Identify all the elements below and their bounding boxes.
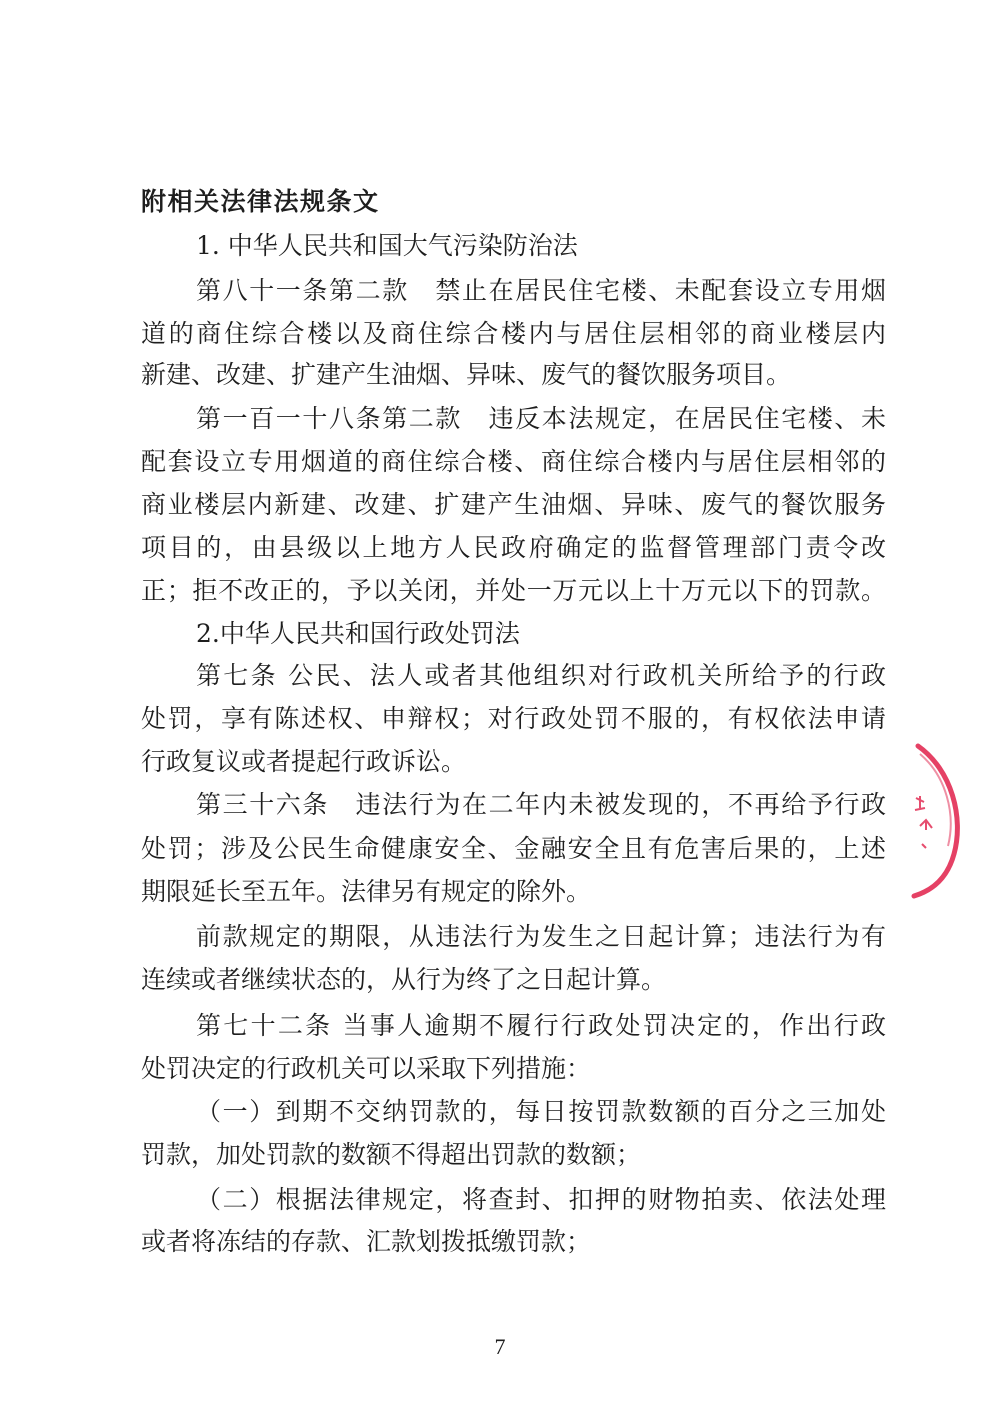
- article-7-line: 第七条 公民、法人或者其他组织对行政机关所给予的行政: [196, 661, 886, 690]
- article-36-clause-2-line: 连续或者继续状态的，从行为终了之日起计算。: [141, 965, 667, 994]
- article-118-line: 商业楼层内新建、改建、扩建产生油烟、异味、废气的餐饮服务: [141, 490, 886, 519]
- article-36-line: 处罚；涉及公民生命健康安全、金融安全且有危害后果的，上述: [141, 834, 886, 863]
- article-81-line: 道的商住综合楼以及商住综合楼内与居住层相邻的商业楼层内: [141, 319, 886, 348]
- article-72-item-1-line: 罚款，加处罚款的数额不得超出罚款的数额；: [141, 1140, 642, 1169]
- article-72-item-1-line: （一）到期不交纳罚款的，每日按罚款数额的百分之三加处: [196, 1097, 886, 1126]
- article-72-item-2-line: （二）根据法律规定，将查封、扣押的财物拍卖、依法处理: [196, 1185, 886, 1214]
- article-72-item-2-line: 或者将冻结的存款、汇款划拨抵缴罚款；: [141, 1227, 592, 1256]
- article-36-clause-2-line: 前款规定的期限，从违法行为发生之日起计算；违法行为有: [196, 922, 886, 951]
- article-36-line: 第三十六条 违法行为在二年内未被发现的，不再给予行政: [196, 790, 886, 819]
- article-118-line: 第一百一十八条第二款 违反本法规定，在居民住宅楼、未: [196, 404, 886, 433]
- article-118-line: 配套设立专用烟道的商住综合楼、商住综合楼内与居住层相邻的: [141, 447, 886, 476]
- article-72-line: 处罚决定的行政机关可以采取下列措施：: [141, 1054, 592, 1083]
- article-36-line: 期限延长至五年。法律另有规定的除外。: [141, 877, 592, 906]
- article-72-line: 第七十二条 当事人逾期不履行行政处罚决定的，作出行政: [196, 1011, 886, 1040]
- official-seal-fragment: [890, 740, 970, 900]
- article-118-line: 项目的，由县级以上地方人民政府确定的监督管理部门责令改: [141, 533, 886, 562]
- appendix-heading: 附相关法律法规条文: [141, 187, 380, 216]
- article-81-line: 新建、改建、扩建产生油烟、异味、废气的餐饮服务项目。: [141, 360, 792, 389]
- law-title-air-pollution: 1. 中华人民共和国大气污染防治法: [196, 231, 578, 260]
- article-118-line: 正；拒不改正的，予以关闭，并处一万元以上十万元以下的罚款。: [141, 576, 886, 605]
- article-81-line: 第八十一条第二款 禁止在居民住宅楼、未配套设立专用烟: [196, 276, 886, 305]
- law-title-administrative-penalty: 2.中华人民共和国行政处罚法: [196, 619, 520, 648]
- article-7-line: 行政复议或者提起行政诉讼。: [141, 747, 467, 776]
- article-7-line: 处罚，享有陈述权、申辩权；对行政处罚不服的，有权依法申请: [141, 704, 886, 733]
- page-number: 7: [494, 1334, 506, 1359]
